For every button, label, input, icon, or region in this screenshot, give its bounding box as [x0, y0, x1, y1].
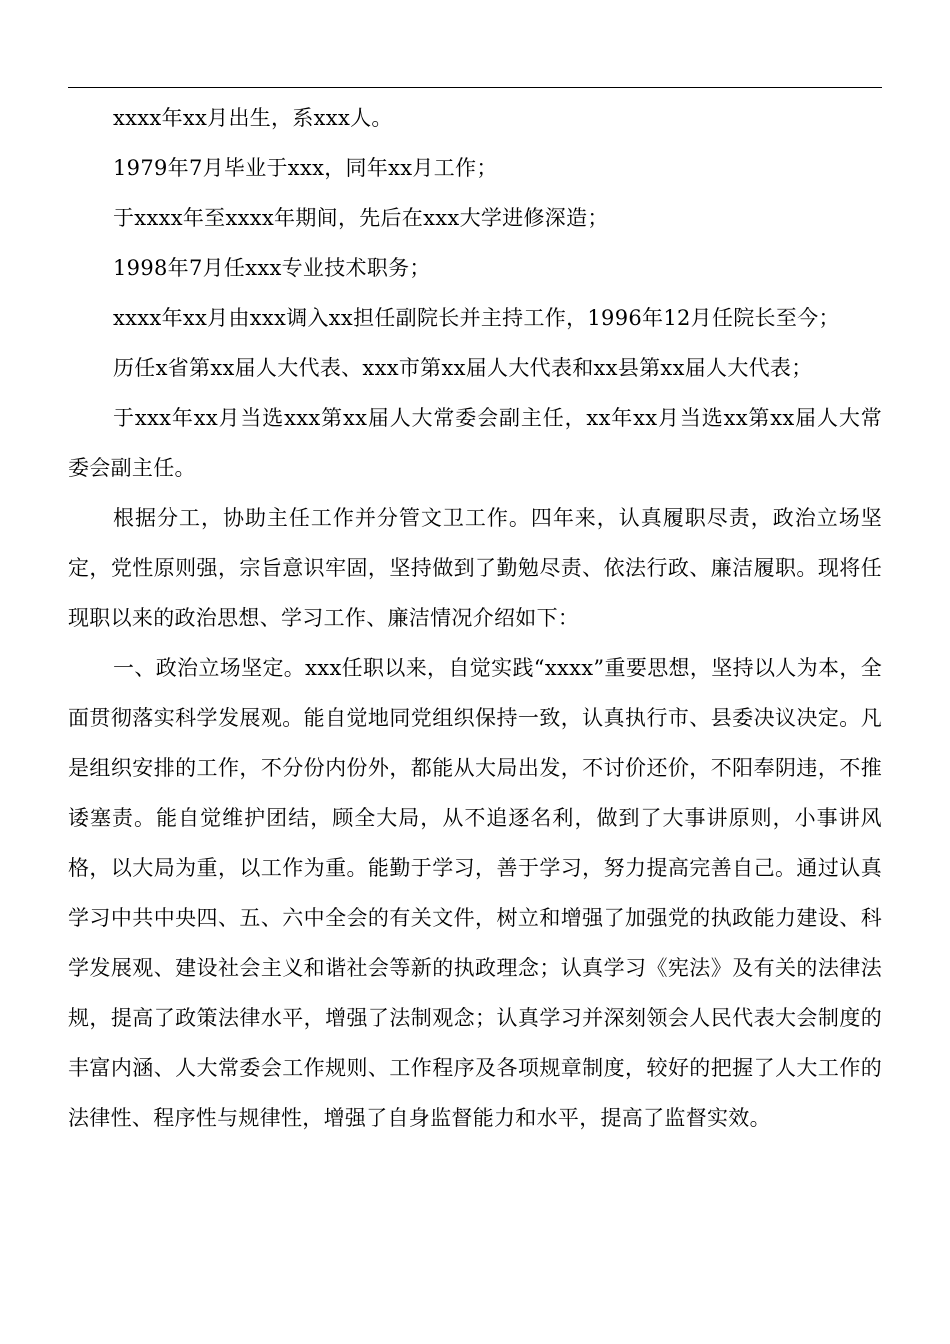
paragraph-graduation: 1979年7月毕业于xxx，同年xx月工作； — [113, 156, 498, 180]
document-body — [68, 93, 882, 1143]
paragraph-representative: 历任x省第xx届人大代表、xxx市第xx届人大代表和xx县第xx届人大代表； — [113, 356, 813, 380]
paragraph-political-stance: 一、政治立场坚定。xxx任职以来，自觉实践“xxxx”重要思想，坚持以人为本，全面贯彻落实科学发展观。能自觉地同党组织保持一致，认真执行市、县委决议决定。凡是组织安排的工作，不分份内份外，都能从大局出发，不讨价还价，不阳奉阴违，不推诿塞责。能自觉维护团结，顾全大局，从不追逐名利，做到了大事讲原则，小事讲风格，以大局为重，以工作为重。能勤于学习，善于学习，努力提高完善自己。通过认真学习中共中央四、五、六中全会的有关文件，树立和增强了加强党的执政能力建设、科学发展观、建设社会主义和谐社会等新的执政理念；认真学习《宪法》及有关的法律法规，提高了政策法律水平，增强了法制观念；认真学习并深刻领会人民代表大会制度的丰富内涵、人大常委会工作规则、工作程序及各项规章制度，较好的把握了人大工作的法律性、程序性与规律性，增强了自身监督能力和水平，提高了监督实效。 — [68, 656, 882, 1130]
paragraph-title: 1998年7月任xxx专业技术职务； — [113, 256, 431, 280]
paragraph-duties: 根据分工，协助主任工作并分管文卫工作。四年来，认真履职尽责，政治立场坚定，党性原则强，宗旨意识牢固，坚持做到了勤勉尽责、依法行政、廉洁履职。现将任现职以来的政治思想、学习工作、廉洁情况介绍如下： — [68, 506, 882, 630]
header-rule — [68, 87, 882, 88]
paragraph-birth: xxxx年xx月出生，系xxx人。 — [113, 106, 393, 130]
paragraph-appointment: xxxx年xx月由xxx调入xx担任副院长并主持工作，1996年12月任院长至今； — [113, 306, 840, 330]
paragraph-study: 于xxxx年至xxxx年期间，先后在xxx大学进修深造； — [113, 206, 609, 230]
paragraph-elected: 于xxx年xx月当选xxx第xx届人大常委会副主任，xx年xx月当选xx第xx届人大常委会副主任。 — [68, 406, 882, 480]
